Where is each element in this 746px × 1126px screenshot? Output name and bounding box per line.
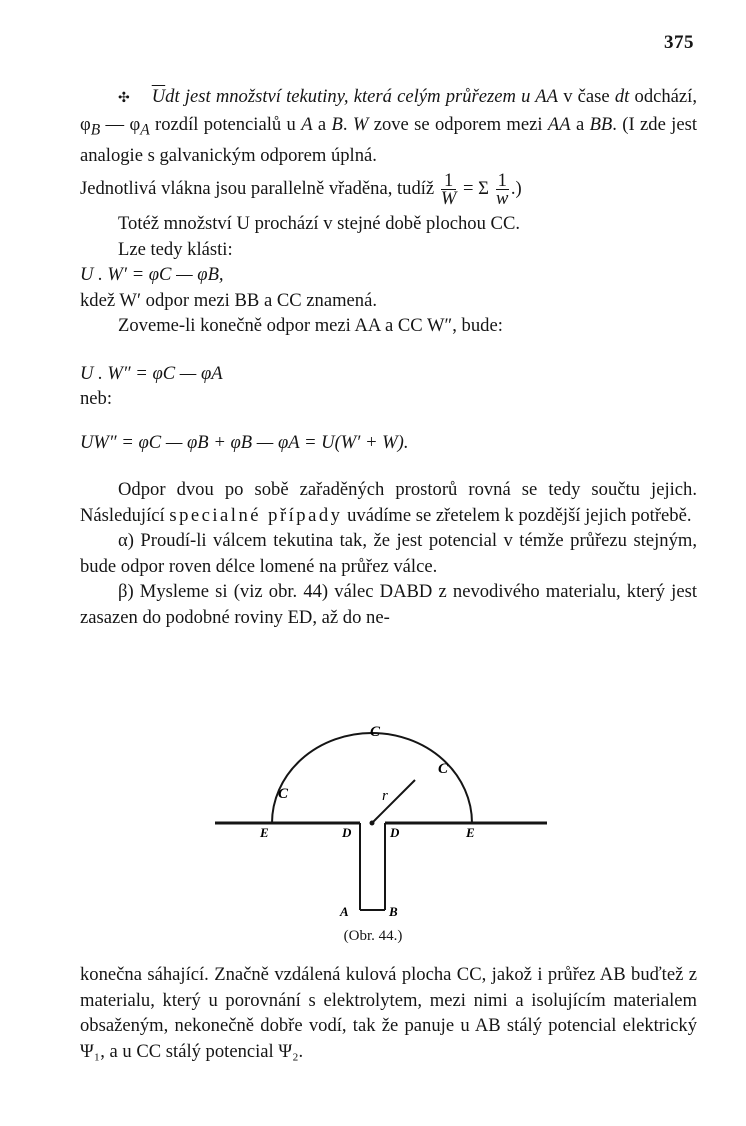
label-c-left: C [278, 786, 289, 802]
page-number: 375 [664, 32, 694, 53]
text-block-bottom [80, 962, 697, 1064]
paragraph-9-top: β) Mysleme si (viz obr. 44) válec DABD z nevodivého materialu, který jest zasazen do podobné roviny ED, až do ne- [80, 581, 697, 628]
label-c-top: C [370, 724, 381, 740]
label-a: A [340, 904, 349, 919]
figure-44 [210, 710, 550, 940]
paragraph-6: neb: [80, 388, 113, 410]
footnote-mark: ✣ [118, 91, 130, 106]
label-b: B [389, 904, 398, 919]
radius-line [372, 780, 415, 823]
label-e-left: E [260, 825, 269, 840]
paragraph-5: Zoveme-li konečně odpor mezi AA a CC W″, bude: [118, 315, 503, 337]
paragraph-3: Lze tedy klásti: [118, 238, 233, 260]
paragraph-2: Totéž množství U prochází v stejné době plochou CC. [118, 213, 520, 235]
paragraph-7: Odpor dvou po sobě zařaděných prostorů rovná se tedy součtu jejich. Následující specialné případy uvádíme se zřetelem k pozdější jejich potřebě. [80, 479, 697, 526]
figure-44-diagram [210, 710, 550, 940]
equation-2: U . W″ = φC — φA [80, 362, 223, 384]
paragraph-1: ✣ $\overline{U}dt$ jest množství tekutiny, která celým průřezem u AA v čase dt odchází, $\varphi_B$ — $\varphi_A$ rozdíl potencialů u A a B. W zove se odporem mezi AA a BB. (I zde jest analogie s galvanickým odporem úplná. [80, 86, 697, 166]
paragraph-4: kdež W′ odpor mezi BB a CC znamená. [80, 289, 378, 311]
center-point [370, 821, 375, 826]
spherical-surface-CC [272, 733, 472, 823]
label-c-right: C [438, 761, 449, 777]
equation-1: U . W′ = φC — φB, [80, 264, 224, 286]
label-d-left: D [342, 825, 352, 840]
equation-3: UW″ = φC — φB + φB — φA = U(W′ + W). [80, 431, 409, 453]
paragraph-9-bottom: konečna sáhající. Značně vzdálená kulová plocha CC, jakož i průřez AB buďtež z materialu, který u porovnání s elektrolytem, mezi nimi a isolujícím materialem obsaženým, nekonečně dobře vodí, tak že panuje u AB stálý potencial elektrický Ψ₁, a u CC stálý potencial Ψ₂. [80, 964, 697, 1062]
fraction-1-over-w: $\frac{1}{w}$ [496, 170, 509, 210]
label-d-right: D [390, 825, 400, 840]
fraction-1-over-W: $\frac{1}{W}$ [440, 170, 457, 210]
paragraph-8: α) Proudí-li válcem tekutina tak, že jest potencial v témže průřezu stejným, bude odpor roven délce lomené na průřez válce. [80, 530, 697, 577]
label-r: r [382, 788, 388, 804]
text-block-top [80, 84, 697, 630]
paragraph-1-cont: Jednotlivá vlákna jsou parallelně vřaděna, tudíž $\frac{1}{W}$ = Σ $\frac{1}{w}$ .) [80, 170, 522, 210]
label-e-right: E [466, 825, 475, 840]
figure-caption: (Obr. 44.) [343, 928, 403, 944]
